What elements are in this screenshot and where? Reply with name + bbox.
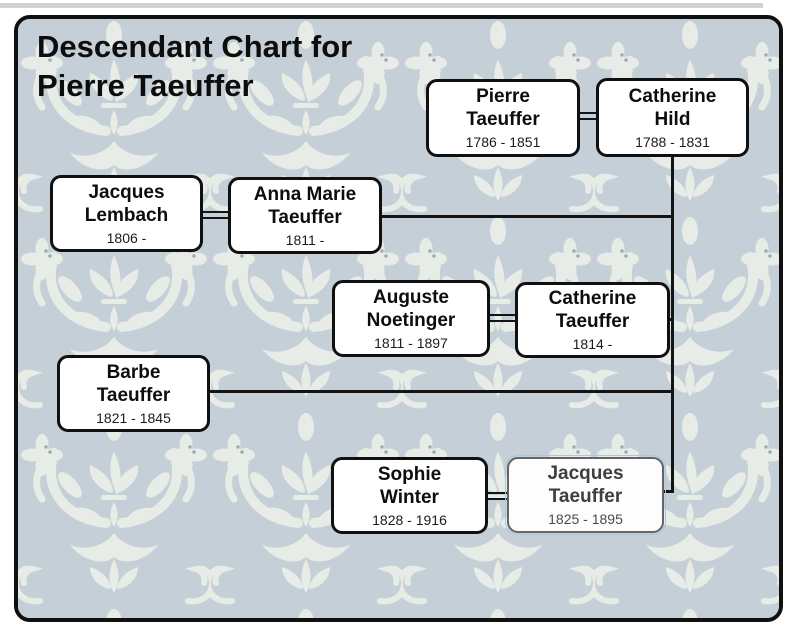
branch-barbe-taeuffer [208, 390, 674, 393]
person-dates: 1806 - [106, 229, 147, 246]
person-box-pierre-taeuffer[interactable] [426, 79, 580, 157]
person-dates: 1788 - 1831 [635, 133, 710, 150]
person-first-name: Jacques [547, 463, 624, 484]
person-box-jacques-lembach[interactable] [50, 175, 203, 252]
person-last-name: Taeuffer [466, 109, 540, 130]
person-box-sophie-winter[interactable] [331, 457, 488, 534]
person-last-name: Taeuffer [96, 384, 171, 406]
person-name [549, 287, 637, 333]
branch-anna-marie [380, 215, 674, 218]
person-first-name: Catherine [628, 85, 717, 107]
person-name [367, 286, 456, 332]
person-name [466, 85, 540, 131]
marriage-lembach-anna-marie [201, 211, 230, 219]
person-first-name: Anna Marie [253, 183, 357, 205]
person-box-auguste-noetinger[interactable] [332, 280, 490, 357]
person-box-jacques-taeuffer[interactable] [507, 457, 664, 533]
chart-title-line1: Descendant Chart for [37, 29, 353, 64]
marriage-sophie-jacques [486, 492, 509, 500]
person-name [629, 85, 717, 131]
person-box-anna-marie-taeuffer[interactable] [228, 177, 382, 254]
person-dates: 1828 - 1916 [372, 511, 447, 528]
person-last-name: Hild [654, 108, 691, 130]
person-name [254, 183, 356, 229]
descent-vertical-line [671, 155, 674, 492]
person-last-name: Lembach [84, 204, 169, 226]
person-box-catherine-taeuffer[interactable] [515, 282, 670, 358]
person-dates: 1825 - 1895 [548, 511, 623, 527]
person-first-name: Barbe [106, 361, 161, 383]
chart-title [37, 27, 352, 105]
person-dates: 1811 - 1897 [374, 334, 448, 351]
person-dates: 1814 - [572, 336, 613, 352]
person-name [97, 361, 171, 407]
person-first-name: Catherine [548, 288, 637, 309]
person-first-name: Sophie [377, 463, 442, 485]
scan-edge-artifact [0, 3, 763, 8]
person-box-barbe-taeuffer[interactable] [57, 355, 210, 432]
person-dates: 1811 - [285, 231, 325, 248]
person-first-name: Auguste [373, 286, 449, 308]
person-name [378, 463, 441, 509]
person-last-name: Taeuffer [548, 486, 623, 507]
person-dates: 1821 - 1845 [96, 409, 171, 426]
person-first-name: Jacques [88, 181, 165, 203]
person-name [85, 181, 168, 227]
person-last-name: Taeuffer [268, 206, 342, 228]
person-last-name: Winter [380, 486, 439, 508]
person-last-name: Noetinger [366, 309, 456, 331]
person-name [547, 462, 623, 508]
person-last-name: Taeuffer [555, 311, 630, 332]
person-dates: 1786 - 1851 [465, 134, 541, 150]
person-first-name: Pierre [476, 86, 530, 107]
marriage-pierre-catherine-hild [578, 112, 598, 120]
marriage-auguste-catherine [488, 314, 517, 322]
person-box-catherine-hild[interactable] [596, 78, 749, 157]
chart-title-line2: Pierre Taeuffer [37, 68, 254, 103]
